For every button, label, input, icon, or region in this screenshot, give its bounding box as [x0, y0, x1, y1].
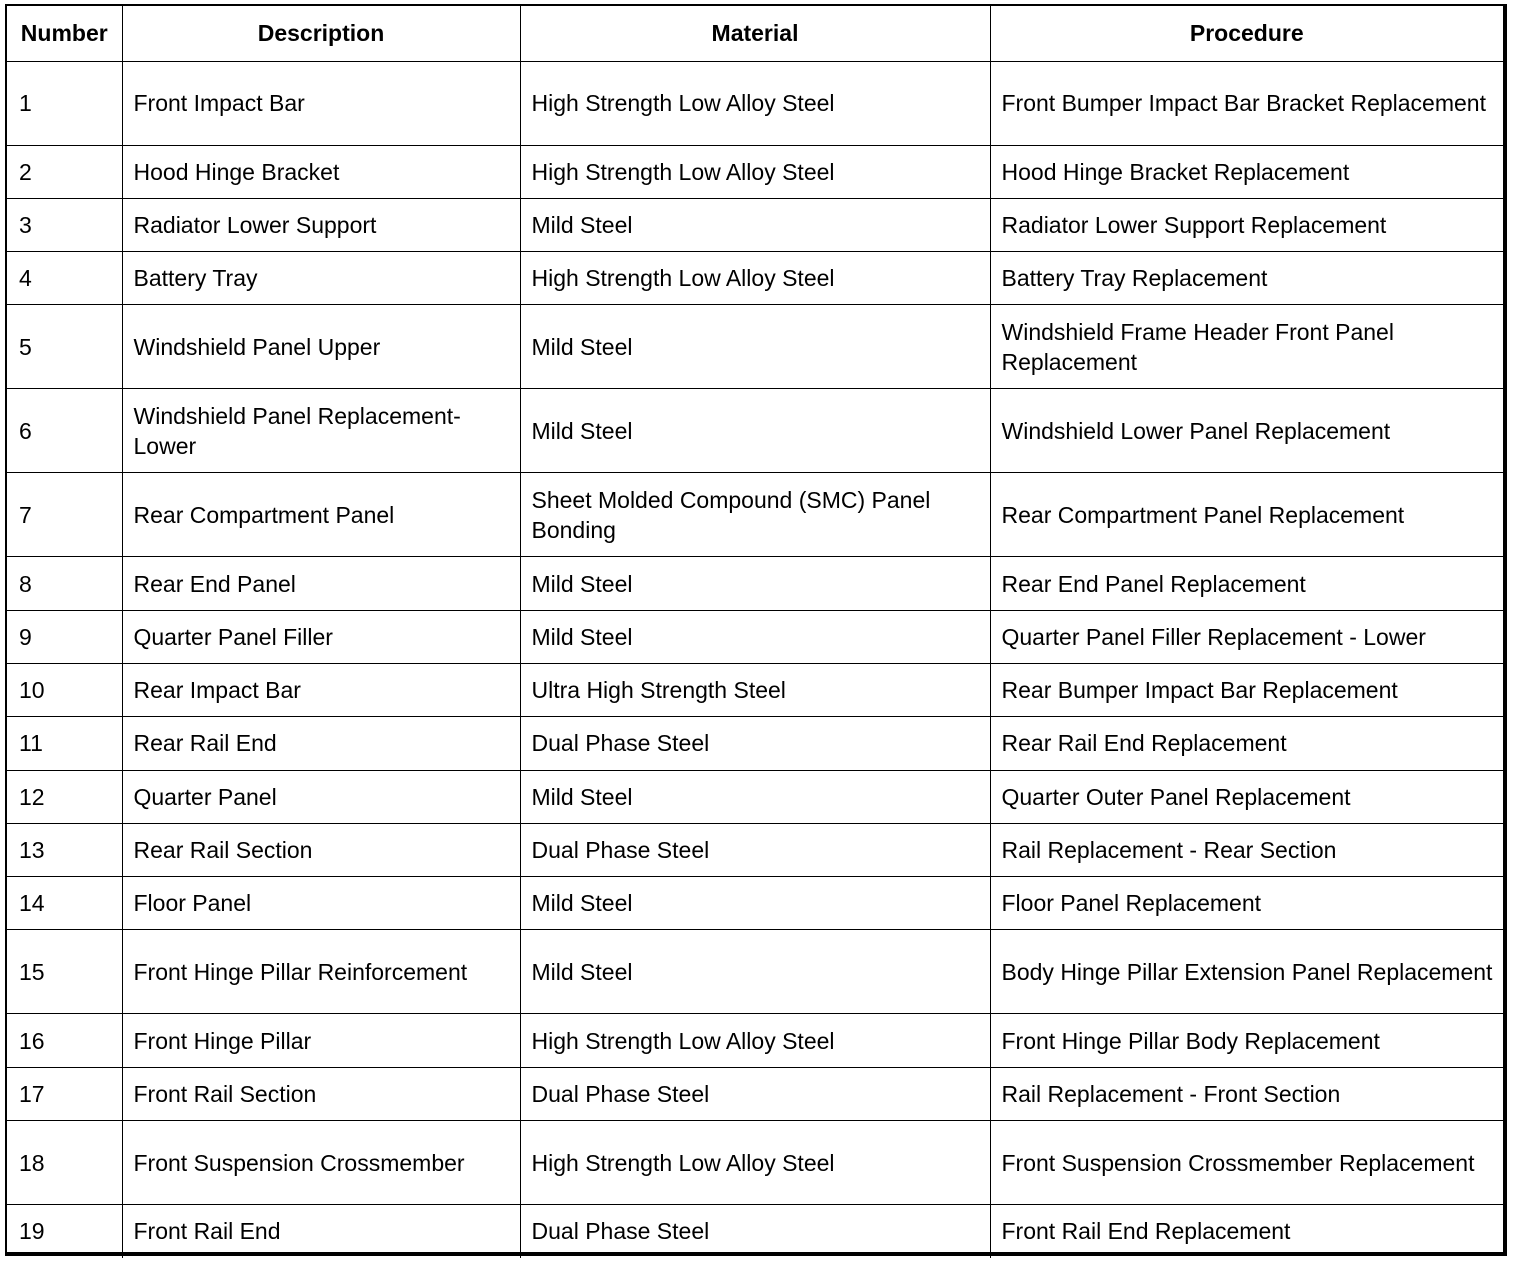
cell-material: Mild Steel [520, 877, 990, 930]
cell-procedure: Floor Panel Replacement [990, 877, 1503, 930]
cell-description: Radiator Lower Support [122, 198, 520, 251]
cell-number: 18 [7, 1121, 122, 1205]
cell-material: Mild Steel [520, 770, 990, 823]
cell-procedure: Hood Hinge Bracket Replacement [990, 145, 1503, 198]
cell-procedure: Front Hinge Pillar Body Replacement [990, 1014, 1503, 1067]
table-row [7, 305, 1503, 389]
cell-procedure: Rear Bumper Impact Bar Replacement [990, 663, 1503, 716]
cell-description: Quarter Panel [122, 770, 520, 823]
table-row [7, 389, 1503, 473]
cell-description: Rear End Panel [122, 557, 520, 610]
table-row [7, 252, 1503, 305]
cell-material: High Strength Low Alloy Steel [520, 61, 990, 145]
header-description: Description [122, 6, 520, 61]
cell-procedure: Front Rail End Replacement [990, 1205, 1503, 1258]
cell-material: High Strength Low Alloy Steel [520, 1121, 990, 1205]
cell-material: Mild Steel [520, 610, 990, 663]
header-procedure: Procedure [990, 6, 1503, 61]
cell-material: High Strength Low Alloy Steel [520, 145, 990, 198]
cell-procedure: Windshield Frame Header Front Panel Replacement [990, 305, 1503, 389]
cell-procedure: Rail Replacement - Rear Section [990, 823, 1503, 876]
cell-description: Hood Hinge Bracket [122, 145, 520, 198]
cell-material: Mild Steel [520, 198, 990, 251]
header-number: Number [7, 6, 122, 61]
cell-number: 3 [7, 198, 122, 251]
cell-material: Dual Phase Steel [520, 717, 990, 770]
cell-procedure: Rear Rail End Replacement [990, 717, 1503, 770]
cell-procedure: Front Bumper Impact Bar Bracket Replacement [990, 61, 1503, 145]
cell-description: Rear Rail End [122, 717, 520, 770]
cell-procedure: Radiator Lower Support Replacement [990, 198, 1503, 251]
header-row [7, 6, 1503, 61]
cell-material: Ultra High Strength Steel [520, 663, 990, 716]
table-row [7, 877, 1503, 930]
cell-description: Front Hinge Pillar [122, 1014, 520, 1067]
cell-procedure: Body Hinge Pillar Extension Panel Replacement [990, 930, 1503, 1014]
cell-number: 15 [7, 930, 122, 1014]
cell-number: 8 [7, 557, 122, 610]
cell-number: 13 [7, 823, 122, 876]
cell-number: 1 [7, 61, 122, 145]
header-material: Material [520, 6, 990, 61]
cell-description: Rear Rail Section [122, 823, 520, 876]
cell-material: High Strength Low Alloy Steel [520, 252, 990, 305]
table-row [7, 1067, 1503, 1120]
cell-procedure: Rear Compartment Panel Replacement [990, 473, 1503, 557]
cell-material: High Strength Low Alloy Steel [520, 1014, 990, 1067]
table-row [7, 1205, 1503, 1258]
cell-number: 4 [7, 252, 122, 305]
cell-material: Mild Steel [520, 557, 990, 610]
cell-description: Front Suspension Crossmember [122, 1121, 520, 1205]
table-row [7, 557, 1503, 610]
table-row [7, 823, 1503, 876]
cell-procedure: Front Suspension Crossmember Replacement [990, 1121, 1503, 1205]
cell-number: 5 [7, 305, 122, 389]
cell-description: Floor Panel [122, 877, 520, 930]
cell-description: Front Rail Section [122, 1067, 520, 1120]
cell-procedure: Quarter Outer Panel Replacement [990, 770, 1503, 823]
cell-material: Dual Phase Steel [520, 823, 990, 876]
cell-description: Windshield Panel Replacement-Lower [122, 389, 520, 473]
cell-material: Dual Phase Steel [520, 1067, 990, 1120]
cell-number: 2 [7, 145, 122, 198]
cell-material: Mild Steel [520, 389, 990, 473]
cell-number: 11 [7, 717, 122, 770]
table-row [7, 717, 1503, 770]
cell-procedure: Quarter Panel Filler Replacement - Lower [990, 610, 1503, 663]
table-row [7, 61, 1503, 145]
cell-number: 12 [7, 770, 122, 823]
table-row [7, 1121, 1503, 1205]
parts-table-frame [5, 4, 1507, 1256]
table-row [7, 930, 1503, 1014]
cell-material: Sheet Molded Compound (SMC) Panel Bonding [520, 473, 990, 557]
cell-number: 6 [7, 389, 122, 473]
cell-description: Rear Impact Bar [122, 663, 520, 716]
cell-material: Mild Steel [520, 930, 990, 1014]
cell-description: Front Rail End [122, 1205, 520, 1258]
cell-number: 14 [7, 877, 122, 930]
table-row [7, 610, 1503, 663]
cell-procedure: Rail Replacement - Front Section [990, 1067, 1503, 1120]
table-row [7, 473, 1503, 557]
cell-number: 19 [7, 1205, 122, 1258]
cell-procedure: Rear End Panel Replacement [990, 557, 1503, 610]
cell-material: Dual Phase Steel [520, 1205, 990, 1258]
cell-procedure: Windshield Lower Panel Replacement [990, 389, 1503, 473]
cell-number: 16 [7, 1014, 122, 1067]
cell-procedure: Battery Tray Replacement [990, 252, 1503, 305]
cell-material: Mild Steel [520, 305, 990, 389]
cell-description: Battery Tray [122, 252, 520, 305]
cell-number: 10 [7, 663, 122, 716]
cell-description: Windshield Panel Upper [122, 305, 520, 389]
cell-number: 17 [7, 1067, 122, 1120]
table-row [7, 198, 1503, 251]
parts-table [7, 6, 1503, 1258]
table-row [7, 770, 1503, 823]
cell-description: Rear Compartment Panel [122, 473, 520, 557]
cell-description: Front Impact Bar [122, 61, 520, 145]
cell-number: 7 [7, 473, 122, 557]
cell-number: 9 [7, 610, 122, 663]
table-row [7, 663, 1503, 716]
cell-description: Quarter Panel Filler [122, 610, 520, 663]
table-row [7, 145, 1503, 198]
cell-description: Front Hinge Pillar Reinforcement [122, 930, 520, 1014]
table-row [7, 1014, 1503, 1067]
